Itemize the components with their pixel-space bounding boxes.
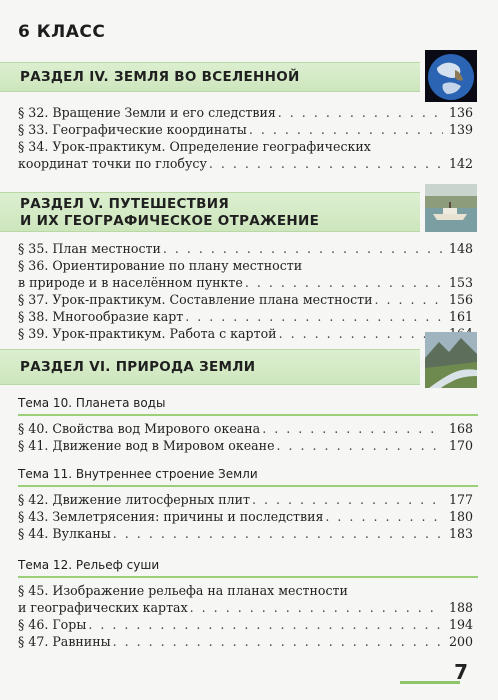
page-ref: 200	[443, 633, 473, 650]
topic-11-divider	[18, 485, 478, 487]
topic-10-title: Тема 10. Планета воды	[18, 396, 166, 410]
grade-heading: 6 КЛАСС	[18, 22, 106, 42]
section-6-header	[0, 349, 420, 385]
page-number: 7	[454, 660, 468, 684]
page-ref: 153	[443, 274, 473, 291]
toc-entry-39[interactable]: § 39. Урок-практикум. Работа с картой . . .	[18, 325, 473, 342]
ship-on-water-image	[425, 184, 477, 232]
page-ref: 188	[443, 599, 473, 616]
page-ref: 148	[443, 240, 473, 257]
page-ref: 136	[443, 104, 473, 121]
page-ref: 161	[443, 308, 473, 325]
page-ref: 194	[443, 616, 473, 633]
toc-entry-34[interactable]: координат точки по глобусу . . . 142	[18, 155, 473, 172]
section-5-title-line1: РАЗДЕЛ V. ПУТЕШЕСТВИЯ	[20, 196, 230, 212]
topic-12-divider	[18, 576, 478, 578]
toc-entry-44[interactable]: § 44. Вулканы . . . 183	[18, 525, 473, 542]
topic-10-divider	[18, 414, 478, 416]
toc-entry-41[interactable]: § 41. Движение вод в Мировом океане . . . 170	[18, 437, 473, 454]
toc-entry-34-line1[interactable]: § 34. Урок-практикум. Определение географических	[18, 139, 371, 154]
section-4-title: РАЗДЕЛ IV. ЗЕМЛЯ ВО ВСЕЛЕННОЙ	[20, 69, 300, 85]
toc-entry-33[interactable]: § 33. Географические координаты . . . 139	[18, 121, 473, 138]
toc-entry-45[interactable]: и географических картах . . . 188	[18, 599, 473, 616]
section-5-header	[0, 192, 420, 232]
topic-11-title: Тема 11. Внутреннее строение Земли	[18, 467, 258, 481]
toc-entry-40[interactable]: § 40. Свойства вод Мирового океана . . . 168	[18, 420, 473, 437]
toc-entry-36[interactable]: в природе и в населённом пункте . . . 153	[18, 274, 473, 291]
earth-from-space-image	[425, 50, 477, 102]
section-5-entries	[18, 240, 473, 342]
topic-10-entries	[18, 420, 473, 454]
toc-entry-45-line1[interactable]: § 45. Изображение рельефа на планах местности	[18, 583, 348, 598]
topic-12-entries	[18, 582, 473, 650]
mountain-river-image	[425, 332, 477, 388]
toc-entry-42[interactable]: § 42. Движение литосферных плит . . . 177	[18, 491, 473, 508]
toc-entry-37[interactable]: § 37. Урок-практикум. Составление плана местности . . . 156	[18, 291, 473, 308]
toc-entry-47[interactable]: § 47. Равнины . . . 200	[18, 633, 473, 650]
page-ref: 156	[443, 291, 473, 308]
section-5-title-line2: И ИХ ГЕОГРАФИЧЕСКОЕ ОТРАЖЕНИЕ	[20, 213, 320, 229]
section-6-title: РАЗДЕЛ VI. ПРИРОДА ЗЕМЛИ	[20, 359, 256, 375]
toc-entry-36-line1[interactable]: § 36. Ориентирование по плану местности	[18, 258, 303, 273]
toc-entry-38[interactable]: § 38. Многообразие карт . . . 161	[18, 308, 473, 325]
page-ref: 177	[443, 491, 473, 508]
toc-entry-32[interactable]: § 32. Вращение Земли и его следствия . . . 136	[18, 104, 473, 121]
toc-entry-35[interactable]: § 35. План местности . . . 148	[18, 240, 473, 257]
page-ref: 180	[443, 508, 473, 525]
page-ref: 142	[443, 155, 473, 172]
topic-11-entries	[18, 491, 473, 542]
page-ref: 168	[443, 420, 473, 437]
section-4-header	[0, 62, 420, 92]
page-number-bar	[400, 681, 460, 684]
page-ref: 183	[443, 525, 473, 542]
toc-entry-46[interactable]: § 46. Горы . . . 194	[18, 616, 473, 633]
toc-entry-43[interactable]: § 43. Землетрясения: причины и последствия . . . 180	[18, 508, 473, 525]
page-ref: 139	[443, 121, 473, 138]
page-ref: 170	[443, 437, 473, 454]
section-4-entries	[18, 104, 473, 172]
topic-12-title: Тема 12. Рельеф суши	[18, 558, 160, 572]
